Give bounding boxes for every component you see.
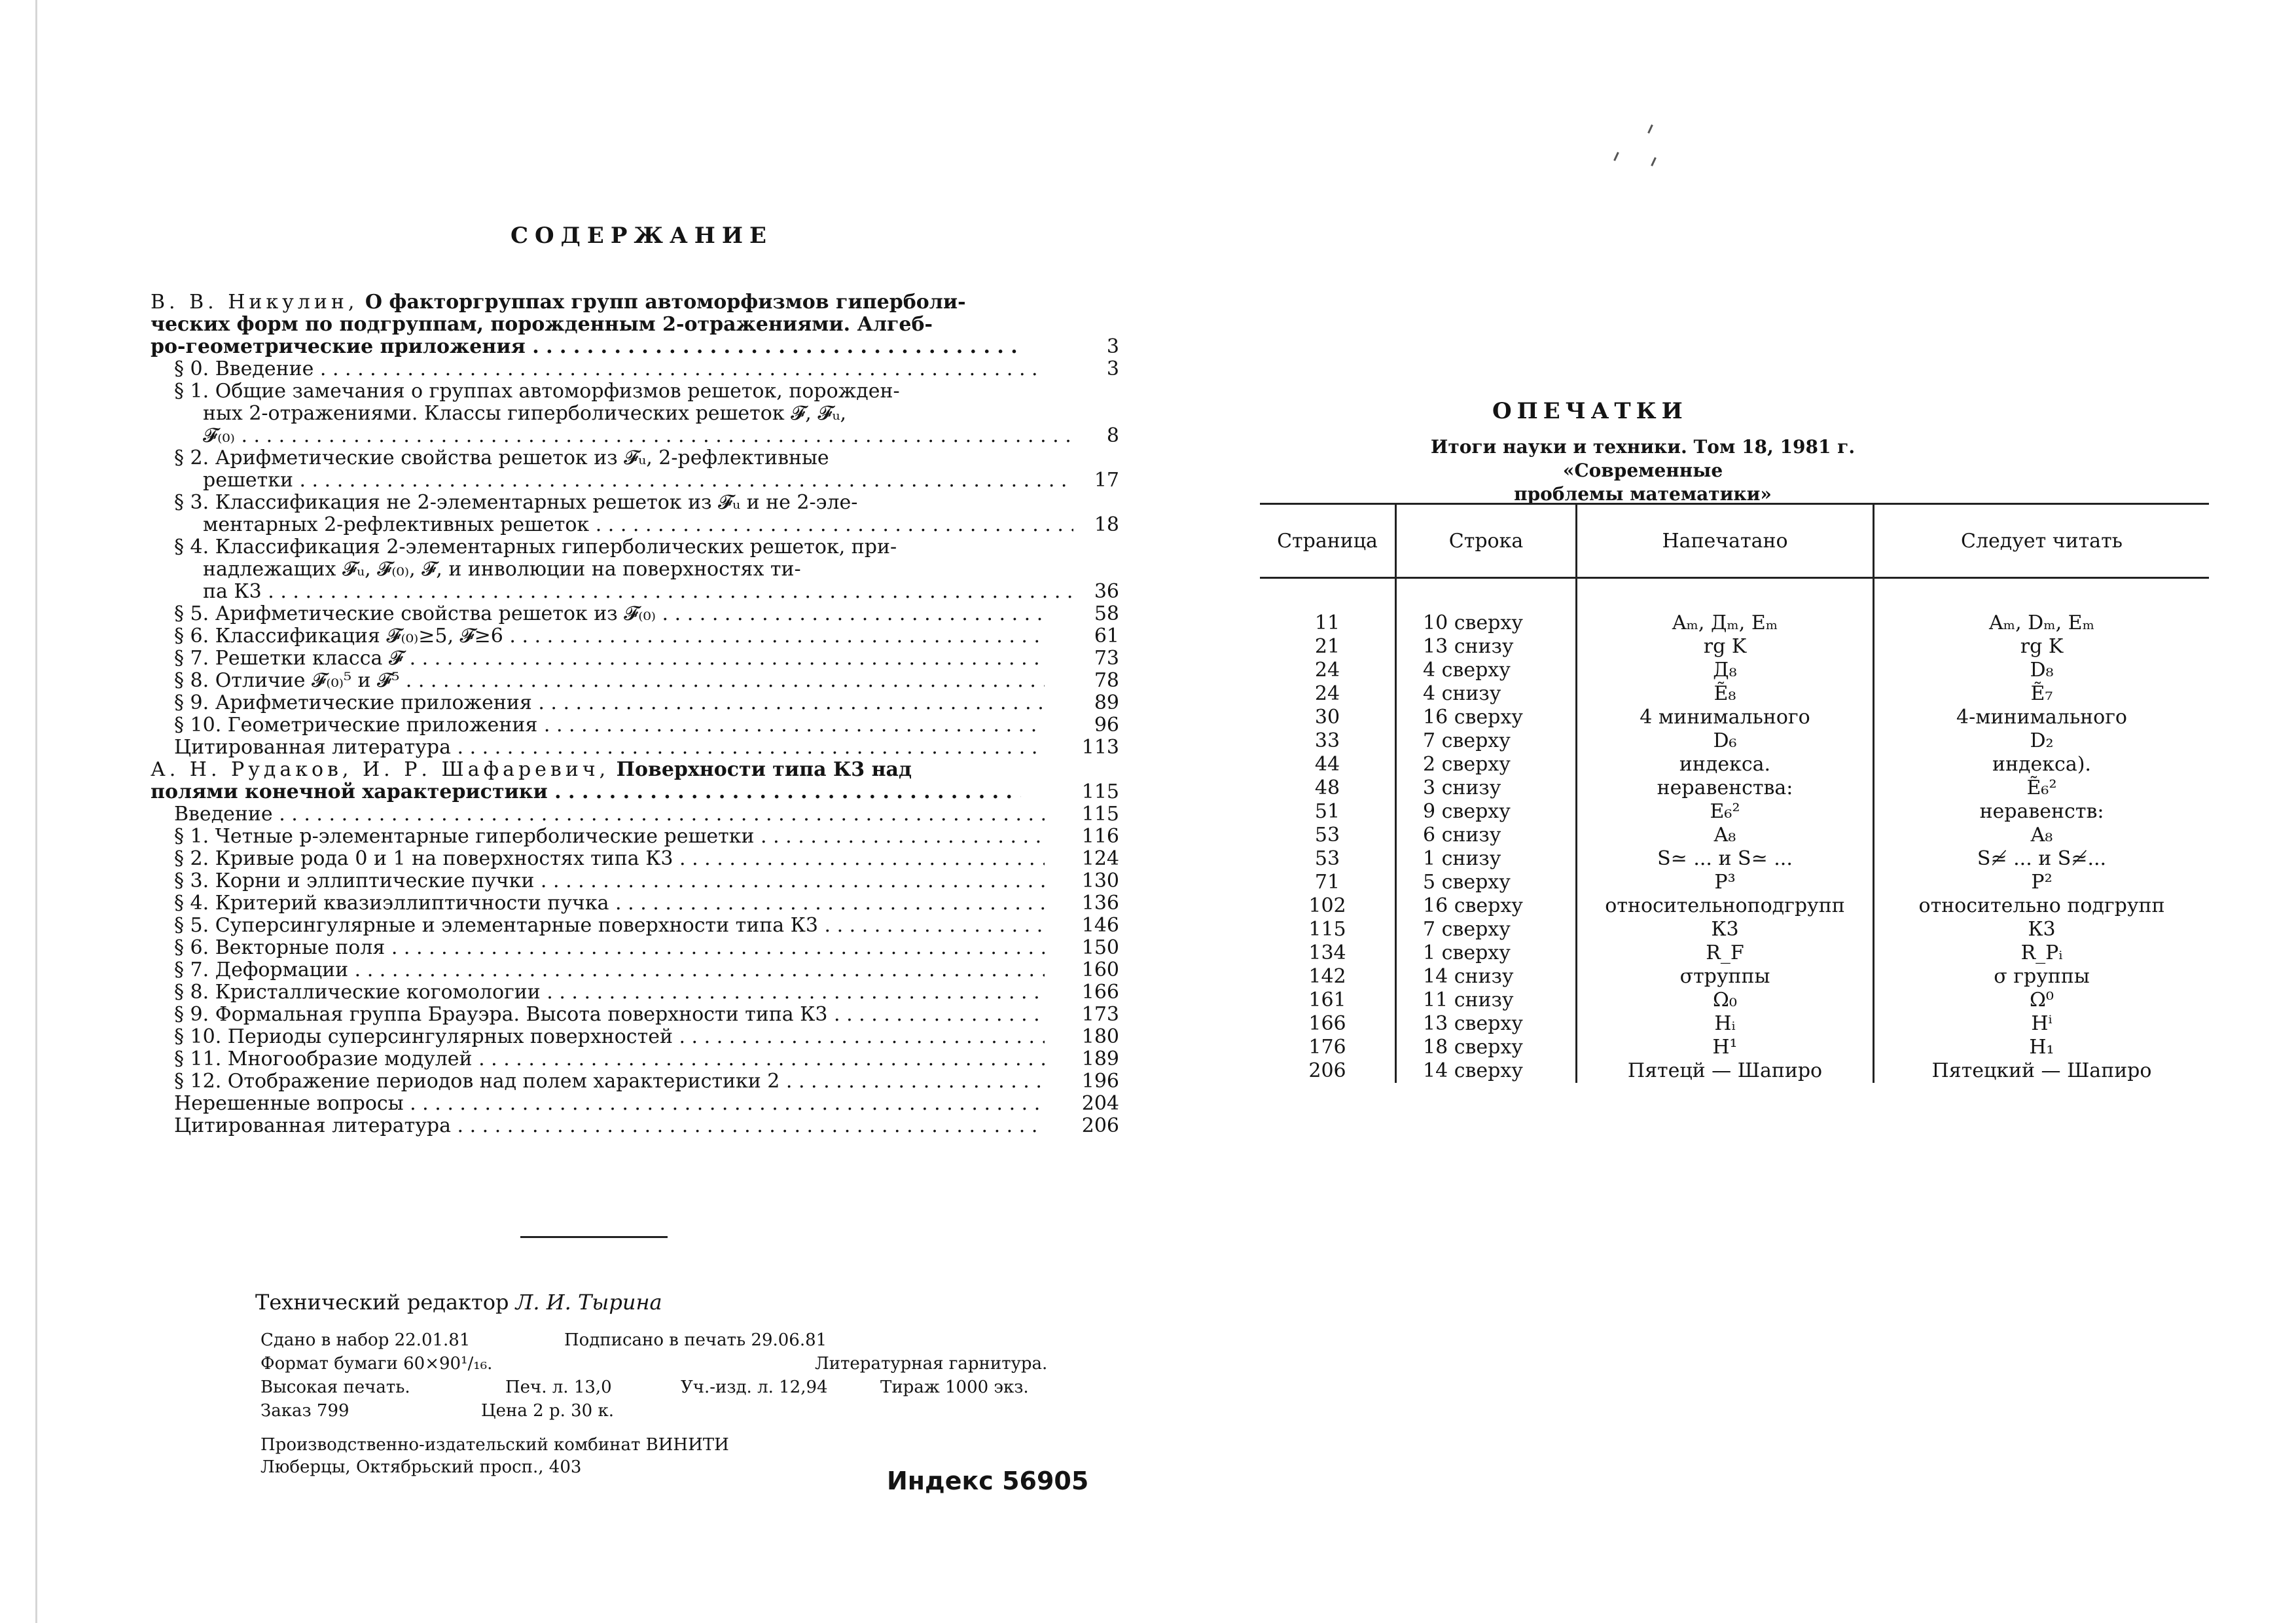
entry-page-number: 73: [1094, 647, 1119, 670]
contents-entry: [151, 425, 1119, 447]
entry-page-number: 115: [1081, 780, 1119, 803]
row-page: 166: [1308, 1012, 1346, 1035]
contents-entry: [151, 558, 1119, 581]
typeface: Литературная гарнитура.: [815, 1354, 1048, 1374]
contents-entry: [151, 581, 1119, 603]
row-printed: σтруппы: [1577, 965, 1874, 989]
row-correct: D₈: [1874, 659, 2210, 682]
row-line: 16 сверху: [1396, 706, 1577, 729]
entry-page-number: 115: [1081, 803, 1119, 826]
entry-text: § 8. Отличие 𝓕₍₀₎⁵ и 𝓕⁵ . . .: [151, 670, 1045, 692]
entry-page-number: 180: [1081, 1025, 1119, 1048]
contents-entry: [151, 803, 1119, 826]
row-correct: индекса).: [1874, 753, 2210, 776]
page-edge: [35, 0, 37, 1623]
row-line: 14 сверху: [1396, 1059, 1577, 1083]
errata-row: [1260, 989, 2209, 1012]
entry-text: § 1. Общие замечания о группах автоморфизмов решеток, порожден-: [174, 380, 900, 403]
errata-row: [1260, 1059, 2209, 1083]
row-line: 3 снизу: [1396, 776, 1577, 800]
entry-page-number: 18: [1094, 513, 1119, 536]
entry-page-number: 206: [1081, 1114, 1119, 1137]
entry-page-number: 189: [1081, 1048, 1119, 1070]
row-correct: неравенств:: [1874, 800, 2210, 824]
row-printed: индекса.: [1577, 753, 1874, 776]
entry-text: § 0. Введение . . .: [151, 358, 1045, 380]
entry-text: § 3. Классификация не 2-элементарных решеток из 𝓕ᵤ и не 2-эле-: [174, 492, 858, 514]
contents-entry: [151, 915, 1119, 937]
row-correct: rg K: [1874, 635, 2210, 659]
errata-header-row: [1260, 504, 2209, 578]
errata-row: [1260, 753, 2209, 776]
row-page: 51: [1314, 800, 1340, 823]
entry-text: ро-геометрические приложения . . .: [151, 336, 1021, 358]
entry-text: § 10. Геометрические приложения . . .: [151, 714, 1045, 737]
scan-speck: [1647, 124, 1653, 134]
entry-page-number: 36: [1094, 580, 1119, 603]
contents-entry: [151, 781, 1119, 803]
entry-page-number: 58: [1094, 602, 1119, 625]
row-page: 30: [1314, 706, 1340, 729]
separator-rule: [520, 1236, 668, 1238]
entry-title: О факторгруппах групп автоморфизмов гиперболи-: [358, 291, 966, 314]
row-correct: D₂: [1874, 729, 2210, 753]
entry-heading: [151, 291, 1021, 314]
entry-page-number: 124: [1081, 847, 1119, 870]
row-page: 142: [1308, 965, 1346, 988]
entry-text: ческих форм по подгруппам, порожденным 2-отражениями. Алгеб-: [151, 314, 933, 336]
technical-editor: [255, 1290, 662, 1315]
errata-row: [1260, 918, 2209, 941]
row-line: 18 сверху: [1396, 1036, 1577, 1059]
entry-page-number: 89: [1094, 691, 1119, 714]
row-printed: К3: [1577, 918, 1874, 941]
header-correct: Следует читать: [1874, 504, 2210, 578]
contents-entry: [151, 1048, 1119, 1070]
row-correct: P²: [1874, 871, 2210, 894]
contents-entry: [151, 336, 1119, 358]
errata-row: [1260, 965, 2209, 989]
row-correct: R_Pᵢ: [1874, 941, 2210, 965]
contents-list: [151, 291, 1119, 1137]
contents-entry: [151, 358, 1119, 380]
row-page: 44: [1314, 753, 1340, 776]
editor-name: Л. И. Тырина: [515, 1290, 662, 1315]
errata-row: [1260, 659, 2209, 682]
contents-entry: [151, 759, 1119, 781]
entry-page-number: 116: [1081, 825, 1119, 848]
entry-page-number: 113: [1081, 736, 1119, 759]
row-line: 1 сверху: [1396, 941, 1577, 965]
row-correct: S≄ ... и S≄...: [1874, 847, 2210, 871]
contents-entry: [151, 737, 1119, 759]
contents-entry: [151, 314, 1119, 336]
contents-entry: [151, 1093, 1119, 1115]
row-page: 206: [1308, 1059, 1346, 1082]
row-line: 1 снизу: [1396, 847, 1577, 871]
row-correct: H₁: [1874, 1036, 2210, 1059]
errata-title: ОПЕЧАТКИ: [1492, 398, 1688, 424]
entry-text: ных 2-отражениями. Классы гиперболических решеток 𝓕, 𝓕ᵤ,: [203, 403, 846, 425]
contents-entry: [151, 492, 1119, 514]
row-printed: S≃ ... и S≃ ...: [1577, 847, 1874, 871]
entry-text: § 6. Классификация 𝓕₍₀₎≥5, 𝓕≥6 . . .: [151, 625, 1045, 647]
row-line: 4 снизу: [1396, 682, 1577, 706]
scan-speck: [1651, 157, 1657, 166]
row-correct: К3: [1874, 918, 2210, 941]
row-line: 2 сверху: [1396, 753, 1577, 776]
entry-text: § 11. Многообразие модулей . . .: [151, 1048, 1045, 1070]
errata-subtitle-line-2: проблемы математики»: [1514, 483, 1772, 505]
contents-entry: [151, 937, 1119, 959]
row-printed: Пятецй — Шапиро: [1577, 1059, 1874, 1083]
set-date: Сдано в набор 22.01.81: [260, 1330, 471, 1350]
errata-row: [1260, 729, 2209, 753]
entry-page-number: 78: [1094, 669, 1119, 692]
entry-page-number: 146: [1081, 914, 1119, 937]
row-printed: H¹: [1577, 1036, 1874, 1059]
entry-text: § 5. Арифметические свойства решеток из 𝓕₍₀₎ . . .: [151, 603, 1045, 625]
entry-text: § 1. Четные p-элементарные гиперболические решетки . . .: [151, 826, 1045, 848]
contents-entry: [151, 1115, 1119, 1137]
row-page: 24: [1314, 659, 1340, 682]
scan-speck: [1613, 152, 1619, 161]
entry-heading: [151, 759, 1021, 781]
row-printed: R_F: [1577, 941, 1874, 965]
errata-subtitle: [1348, 435, 1937, 506]
errata-table: [1260, 503, 2209, 1083]
errata-row: [1260, 1036, 2209, 1059]
errata-row: [1260, 1012, 2209, 1036]
entry-text: § 7. Деформации . . .: [151, 959, 1045, 981]
entry-page-number: 17: [1094, 469, 1119, 492]
row-printed: Aₘ, Дₘ, Eₘ: [1577, 578, 1874, 636]
header-printed: Напечатано: [1577, 504, 1874, 578]
row-line: 14 снизу: [1396, 965, 1577, 989]
row-page: 21: [1314, 635, 1340, 658]
row-page: 48: [1314, 776, 1340, 799]
entry-text: § 4. Классификация 2-элементарных гиперболических решеток, при-: [174, 536, 897, 558]
entry-page-number: 204: [1081, 1092, 1119, 1115]
contents-entry: [151, 959, 1119, 981]
entry-page-number: 166: [1081, 981, 1119, 1004]
row-page: 161: [1308, 989, 1346, 1012]
errata-row: [1260, 824, 2209, 847]
contents-entry: [151, 536, 1119, 558]
row-line: 13 сверху: [1396, 1012, 1577, 1036]
contents-entry: [151, 625, 1119, 647]
entry-text: § 4. Критерий квазиэллиптичности пучка . . .: [151, 892, 1045, 915]
contents-entry: [151, 447, 1119, 469]
errata-row: [1260, 578, 2209, 636]
contents-entry: [151, 469, 1119, 492]
row-page: 53: [1314, 847, 1340, 870]
row-line: 9 сверху: [1396, 800, 1577, 824]
entry-text: ментарных 2-рефлективных решеток . . .: [151, 514, 1073, 536]
entry-text: § 6. Векторные поля . . .: [151, 937, 1045, 959]
publisher-sheets: Уч.-изд. л. 12,94: [681, 1377, 828, 1397]
entry-title: Поверхности типа К3 над: [609, 759, 912, 781]
price: Цена 2 р. 30 к.: [481, 1401, 614, 1421]
row-page: 134: [1308, 941, 1346, 964]
printing-type: Высокая печать.: [260, 1377, 410, 1397]
row-correct: Aₘ, Dₘ, Eₘ: [1874, 578, 2210, 636]
entry-page-number: 96: [1094, 714, 1119, 737]
header-line: Строка: [1396, 504, 1577, 578]
print-run: Тираж 1000 экз.: [880, 1377, 1029, 1397]
row-printed: A₈: [1577, 824, 1874, 847]
contents-title: СОДЕРЖАНИЕ: [511, 223, 773, 249]
entry-text: Нерешенные вопросы . . .: [151, 1093, 1045, 1115]
entry-page-number: 130: [1081, 869, 1119, 892]
entry-text: § 2. Кривые рода 0 и 1 на поверхностях типа К3 . . .: [151, 848, 1045, 870]
row-printed: Hᵢ: [1577, 1012, 1874, 1036]
paper-format: Формат бумаги 60×90¹/₁₆.: [260, 1354, 493, 1374]
entry-text: § 9. Формальная группа Брауэра. Высота поверхности типа К3 . . .: [151, 1004, 1045, 1026]
entry-text: надлежащих 𝓕ᵤ, 𝓕₍₀₎, 𝓕, и инволюции на поверхностях ти-: [203, 558, 801, 581]
errata-row: [1260, 706, 2209, 729]
errata-row: [1260, 847, 2209, 871]
editor-label: Технический редактор: [255, 1290, 509, 1315]
row-page: 115: [1308, 918, 1346, 941]
errata-row: [1260, 800, 2209, 824]
printed-sheets: Печ. л. 13,0: [505, 1377, 612, 1397]
entry-text: Введение . . .: [151, 803, 1045, 826]
row-line: 16 сверху: [1396, 894, 1577, 918]
row-printed: Ω₀: [1577, 989, 1874, 1012]
errata-row: [1260, 894, 2209, 918]
row-line: 13 снизу: [1396, 635, 1577, 659]
row-page: 176: [1308, 1036, 1346, 1059]
entry-page-number: 196: [1081, 1070, 1119, 1093]
errata-row: [1260, 776, 2209, 800]
errata-subtitle-line-1: Итоги науки и техники. Том 18, 1981 г. «Современные: [1430, 436, 1856, 481]
publisher-address: Люберцы, Октябрьский просп., 403: [260, 1457, 582, 1477]
entry-text: 𝓕₍₀₎ . . .: [151, 425, 1073, 447]
row-page: 53: [1314, 824, 1340, 847]
errata-row: [1260, 941, 2209, 965]
entry-page-number: 160: [1081, 958, 1119, 981]
contents-entry: [151, 1070, 1119, 1093]
row-printed: rg K: [1577, 635, 1874, 659]
row-correct: A₈: [1874, 824, 2210, 847]
entry-page-number: 3: [1106, 357, 1119, 380]
entry-page-number: 136: [1081, 892, 1119, 915]
entry-page-number: 173: [1081, 1003, 1119, 1026]
entry-page-number: 8: [1106, 424, 1119, 447]
contents-entry: [151, 670, 1119, 692]
contents-entry: [151, 1004, 1119, 1026]
row-correct: Hⁱ: [1874, 1012, 2210, 1036]
entry-author: А. Н. Рудаков, И. Р. Шафаревич,: [151, 759, 610, 781]
row-correct: относительно подгрупп: [1874, 894, 2210, 918]
row-page: 71: [1314, 871, 1340, 894]
entry-text: § 2. Арифметические свойства решеток из 𝓕ᵤ, 2-рефлективные: [174, 447, 829, 469]
row-printed: 4 минимального: [1577, 706, 1874, 729]
row-correct: Ẽ₇: [1874, 682, 2210, 706]
header-page: Страница: [1260, 504, 1396, 578]
errata-row: [1260, 682, 2209, 706]
contents-entry: [151, 826, 1119, 848]
entry-text: § 3. Корни и эллиптические пучки . . .: [151, 870, 1045, 892]
row-printed: D₆: [1577, 729, 1874, 753]
catalog-index: Индекс 56905: [887, 1467, 1089, 1495]
entry-text: § 9. Арифметические приложения . . .: [151, 692, 1045, 714]
contents-entry: [151, 981, 1119, 1004]
entry-text: § 10. Периоды суперсингулярных поверхностей . . .: [151, 1026, 1045, 1048]
contents-entry: [151, 848, 1119, 870]
errata-row: [1260, 871, 2209, 894]
row-printed: Д₈: [1577, 659, 1874, 682]
row-page: 102: [1308, 894, 1346, 917]
contents-entry: [151, 1026, 1119, 1048]
entry-text: Цитированная литература . . .: [151, 1115, 1045, 1137]
row-line: 5 сверху: [1396, 871, 1577, 894]
contents-entry: [151, 892, 1119, 915]
row-correct: Ω⁰: [1874, 989, 2210, 1012]
contents-entry: [151, 714, 1119, 737]
entry-text: § 7. Решетки класса 𝓕 . . .: [151, 647, 1045, 670]
contents-entry: [151, 291, 1119, 314]
entry-text: па К3 . . .: [151, 581, 1073, 603]
row-line: 7 сверху: [1396, 918, 1577, 941]
row-page: 11: [1314, 611, 1340, 634]
entry-text: § 12. Отображение периодов над полем характеристики 2 . . .: [151, 1070, 1045, 1093]
contents-entry: [151, 514, 1119, 536]
row-page: 33: [1314, 729, 1340, 752]
row-line: 4 сверху: [1396, 659, 1577, 682]
contents-entry: [151, 603, 1119, 625]
publisher: Производственно-издательский комбинат ВИНИТИ: [260, 1435, 729, 1455]
row-line: 6 снизу: [1396, 824, 1577, 847]
entry-page-number: 150: [1081, 936, 1119, 959]
row-page: 24: [1314, 682, 1340, 705]
contents-entry: [151, 403, 1119, 425]
entry-page-number: 3: [1106, 335, 1119, 358]
entry-text: решетки . . .: [151, 469, 1073, 492]
row-printed: P³: [1577, 871, 1874, 894]
contents-entry: [151, 380, 1119, 403]
row-correct: 4-минимального: [1874, 706, 2210, 729]
order-number: Заказ 799: [260, 1401, 350, 1421]
errata-row: [1260, 635, 2209, 659]
row-correct: Ẽ₆²: [1874, 776, 2210, 800]
entry-text: § 8. Кристаллические когомологии . . .: [151, 981, 1045, 1004]
row-line: 7 сверху: [1396, 729, 1577, 753]
signed-date: Подписано в печать 29.06.81: [564, 1330, 827, 1350]
row-printed: E₆²: [1577, 800, 1874, 824]
entry-author: В. В. Никулин,: [151, 291, 359, 314]
entry-text: Цитированная литература . . .: [151, 737, 1045, 759]
row-printed: относительноподгрупп: [1577, 894, 1874, 918]
row-line: 11 снизу: [1396, 989, 1577, 1012]
entry-page-number: 61: [1094, 625, 1119, 647]
row-printed: Ẽ₈: [1577, 682, 1874, 706]
row-line: 10 сверху: [1396, 578, 1577, 636]
contents-entry: [151, 870, 1119, 892]
contents-entry: [151, 692, 1119, 714]
row-correct: σ группы: [1874, 965, 2210, 989]
entry-text: § 5. Суперсингулярные и элементарные поверхности типа К3 . . .: [151, 915, 1045, 937]
row-correct: Пятецкий — Шапиро: [1874, 1059, 2210, 1083]
contents-entry: [151, 647, 1119, 670]
row-printed: неравенства:: [1577, 776, 1874, 800]
entry-text: полями конечной характеристики . . .: [151, 781, 1021, 803]
